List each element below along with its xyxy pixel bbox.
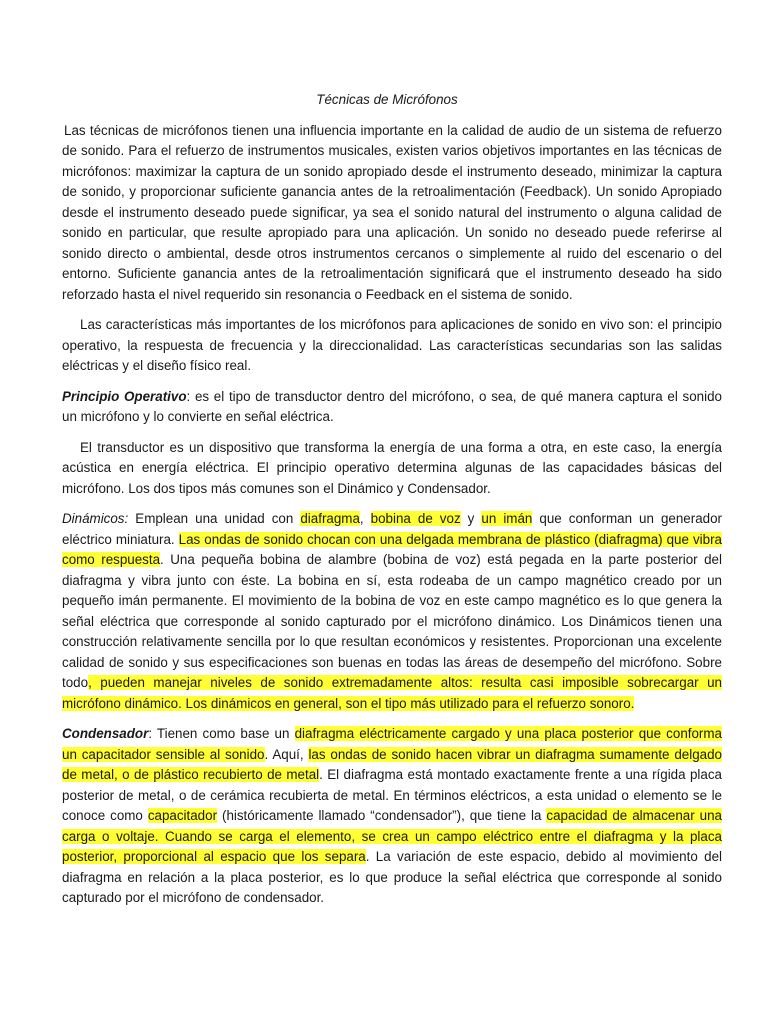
paragraph-text: Las técnicas de micrófonos tienen una influencia importante en la calidad de audio de un sistema de refuerzo de sonido. Para el refuerzo de instrumentos musicales, existen varios objetivos importantes en las técnicas de micrófonos: maximizar la captura de un sonido apropiado desde el instrumento deseado, minimizar la captura de sonido, y proporcionar suficiente ganancia antes de la retroalimentación (Feedback). Un sonido Apropiado desde el instrumento deseado puede significar, ya sea el sonido natural del instrumento o alguna calidad de sonido en particular, que resulte apropiado para una aplicación. Un sonido no deseado puede referirse al sonido directo o ambiental, desde otros instrumentos cercanos o simplemente al ruido del escenario o del entorno. Suficiente ganancia antes de la retroalimentación significará que el instrumento deseado ha sido reforzado hasta el nivel requerido sin resonancia o Feedback en el sistema de sonido. <box>62 122 722 302</box>
document-title: Técnicas de Micrófonos <box>316 92 458 107</box>
highlighted-text: diafragma eléctricamente cargado y una placa posterior que conforma un capacitador sensible al sonido <box>62 726 722 762</box>
paragraph-heading: Dinámicos: <box>62 511 129 526</box>
paragraph-heading: Principio Operativo <box>62 388 187 404</box>
paragraph-principio <box>62 387 722 428</box>
highlighted-text: capacitador <box>147 808 218 823</box>
paragraph-text: y <box>460 511 482 526</box>
paragraph-caracteristicas <box>62 315 722 377</box>
paragraph-text: , <box>359 511 371 526</box>
paragraph-heading: Condensador <box>62 726 149 741</box>
paragraph-transductor <box>62 438 722 500</box>
highlighted-text: , pueden manejar niveles de sonido extremadamente altos: resulta casi imposible sobrecargar un micrófono dinámico. Los dinámicos en general, son el tipo más utilizado para el refuerzo sonoro. <box>62 675 722 711</box>
paragraph-text: Emplean una unidad con <box>128 511 301 526</box>
paragraph-dinamicos <box>62 509 722 714</box>
highlighted-text: capacidad de almacenar una carga o voltaje. Cuando se carga el elemento, se crea un campo eléctrico entre el diafragma y la placa posterior, proporcional al espacio que los separa <box>62 808 722 864</box>
paragraph-text: . La variación de este espacio, debido al movimiento del diafragma en relación a la placa posterior, es lo que produce la señal eléctrica que corresponde al sonido capturado por el micrófono de condensador. <box>62 849 722 905</box>
document-page <box>62 90 722 919</box>
paragraph-text: . El diafragma está montado exactamente frente a una rígida placa posterior de metal, o de cerámica recubierta de metal. En términos eléctricos, a esta unidad o elemento se le conoce como <box>62 767 722 823</box>
paragraph-text: . Aquí, <box>264 746 309 762</box>
paragraph-text: Las características más importantes de los micrófonos para aplicaciones de sonido en vivo son: el principio operativo, la respuesta de frecuencia y la direccionalidad. Las características secundarias son las salidas eléctricas y el diseño físico real. <box>62 317 722 373</box>
paragraph-text: : es el tipo de transductor dentro del micrófono, o sea, de qué manera captura el sonido un micrófono y lo convierte en señal eléctrica. <box>62 388 722 424</box>
highlighted-text: diafragma <box>300 511 360 526</box>
highlighted-text: Las ondas de sonido chocan con una delgada membrana de plástico (diafragma) que vibra como respuesta <box>62 531 722 567</box>
paragraph-text: (históricamente llamado “condensador”), que tiene la <box>217 808 547 823</box>
document-body <box>62 121 722 909</box>
paragraph-text: . Una pequeña bobina de alambre (bobina de voz) está pegada en la parte posterior del diafragma y vibra junto con éste. La bobina en sí, esta rodeaba de un campo magnético creado por un pequeño imán permanente. El movimiento de la bobina de voz en este campo magnético es lo que genera la señal eléctrica que corresponde al sonido capturado por el micrófono dinámico. Los Dinámicos tienen una construcción relativamente sencilla por lo que resultan económicos y resistentes. Proporcionan una excelente calidad de sonido y sus especificaciones son buenas en todas las áreas de desempeño del micrófono. Sobre todo <box>62 552 722 690</box>
paragraph-intro <box>62 121 722 306</box>
highlighted-text: las ondas de sonido hacen vibrar un diafragma sumamente delgado de metal, o de plástico recubierto de metal <box>62 746 722 782</box>
highlighted-text: bobina de voz <box>370 511 461 526</box>
paragraph-text: que conforman un generador eléctrico miniatura. <box>62 511 723 547</box>
paragraph-text: El transductor es un dispositivo que transforma la energía de una forma a otra, en este caso, la energía acústica en energía eléctrica. El principio operativo determina algunas de las capacidades básicas del micrófono. Los dos tipos más comunes son el Dinámico y Condensador. <box>62 439 722 496</box>
paragraph-text: : Tienen como base un <box>148 726 295 741</box>
paragraph-condensador <box>62 724 722 909</box>
highlighted-text: un imán <box>481 511 533 526</box>
